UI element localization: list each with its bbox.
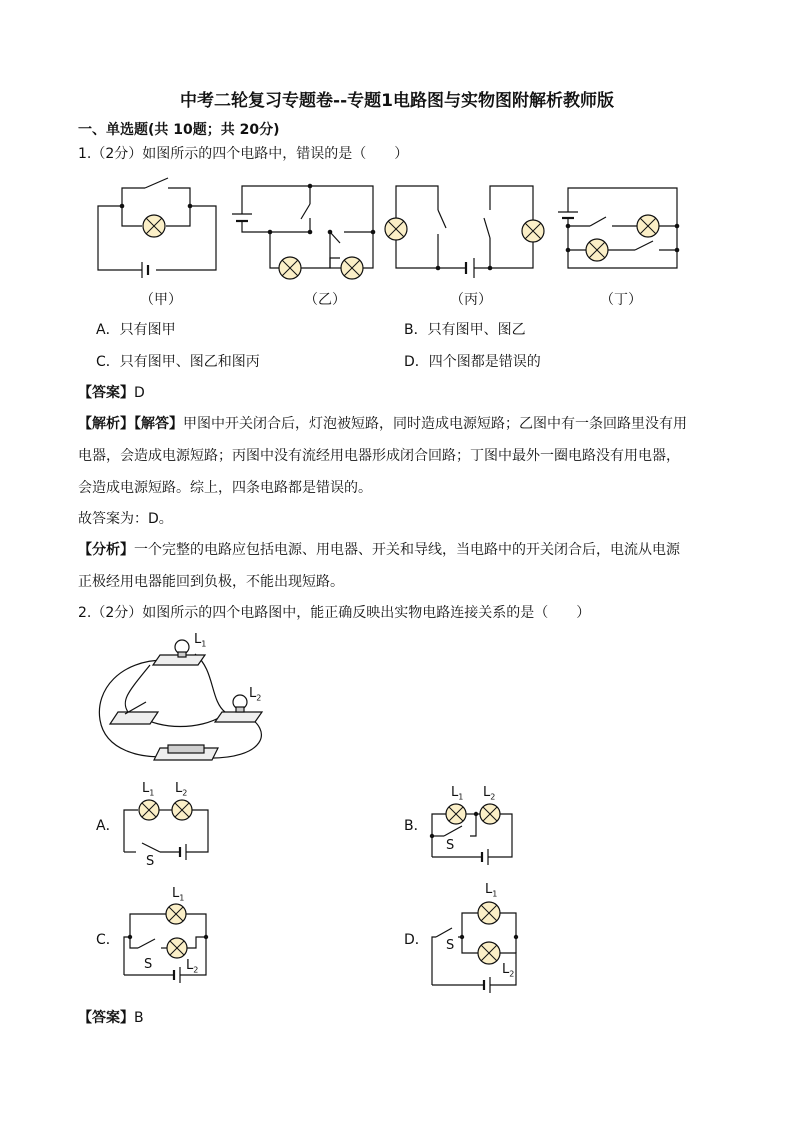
q2-stem: 2.（2分）如图所示的四个电路图中，能正确反映出实物电路连接关系的是（ ）: [78, 605, 591, 621]
d-label-l2: $L_2$: [502, 962, 515, 979]
a-label-l2: $L_2$: [175, 781, 188, 798]
q1-conclusion: 故答案为：D。: [78, 511, 173, 527]
q1-option-c[interactable]: C．只有图甲、图乙和图丙: [96, 354, 260, 370]
q1-analysis-line-3: 会造成电源短路。综上，四条电路都是错误的。: [78, 480, 372, 496]
circuit-yi: [232, 184, 375, 279]
option-d-circuit: [432, 902, 518, 993]
q2-option-b[interactable]: B．: [404, 818, 428, 834]
figure-label-jia: （甲）: [140, 292, 182, 308]
option-b-circuit: [430, 804, 512, 865]
analysis-tag: 【解析】: [78, 416, 134, 432]
q1-review-line-2: 正极经用电器能回到负极，不能出现短路。: [78, 574, 344, 590]
analysis-sub-tag: 【解答】: [134, 416, 183, 432]
c-label-l1: $L_1$: [172, 886, 185, 903]
figure-label-ding: （丁）: [600, 292, 642, 308]
c-label-s: S: [144, 957, 153, 972]
label-l2-physical: $L_2$: [249, 686, 262, 703]
q1-option-d[interactable]: D．四个图都是错误的: [404, 354, 541, 370]
q1-option-b[interactable]: B．只有图甲、图乙: [404, 322, 526, 338]
review-text: 一个完整的电路应包括电源、用电器、开关和导线，当电路中的开关闭合后，电流从电源: [134, 542, 680, 558]
label-l1-physical: $L_1$: [194, 632, 207, 649]
answer-value: D: [134, 385, 145, 401]
section-heading: 一、单选题(共 10题；共 20分): [78, 122, 280, 138]
b-label-l2: $L_2$: [483, 785, 496, 802]
option-a-circuit: [124, 800, 208, 860]
q1-analysis-line-1: [78, 416, 687, 432]
b-label-s: S: [446, 838, 455, 853]
review-tag: 【分析】: [78, 542, 134, 558]
q1-answer: [78, 385, 145, 401]
q2-option-c[interactable]: C．: [96, 932, 120, 948]
q1-analysis-line-2: 电器，会造成电源短路；丙图中没有流经用电器形成闭合回路；丁图中最外一圈电路没有用电器，: [78, 448, 680, 464]
figure-label-yi: （乙）: [304, 292, 346, 308]
q2-option-a[interactable]: A．: [96, 818, 120, 834]
b-label-l1: $L_1$: [451, 785, 464, 802]
a-label-l1: $L_1$: [142, 781, 155, 798]
q1-review-line-1: [78, 542, 680, 558]
page-title: 中考二轮复习专题卷--专题1电路图与实物图附解析教师版: [180, 91, 614, 111]
q1-option-a[interactable]: A．只有图甲: [96, 322, 176, 338]
q2-option-d[interactable]: D．: [404, 932, 429, 948]
answer-tag: 【答案】: [78, 1010, 134, 1026]
answer-tag: 【答案】: [78, 385, 134, 401]
d-label-s: S: [446, 938, 455, 953]
c-label-l2: $L_2$: [186, 958, 199, 975]
circuit-bing: [385, 186, 544, 278]
circuit-ding: [558, 188, 679, 268]
q1-stem: 1.（2分）如图所示的四个电路中，错误的是（ ）: [78, 146, 409, 162]
answer-value: B: [134, 1010, 144, 1026]
d-label-l1: $L_1$: [485, 882, 498, 899]
circuit-jia: [98, 178, 216, 278]
q2-answer: [78, 1010, 144, 1026]
analysis-text: 甲图中开关闭合后，灯泡被短路，同时造成电源短路；乙图中有一条回路里没有用: [183, 416, 687, 432]
physical-circuit: [99, 640, 262, 760]
figure-label-bing: （丙）: [450, 292, 492, 308]
a-label-s: S: [146, 854, 155, 869]
